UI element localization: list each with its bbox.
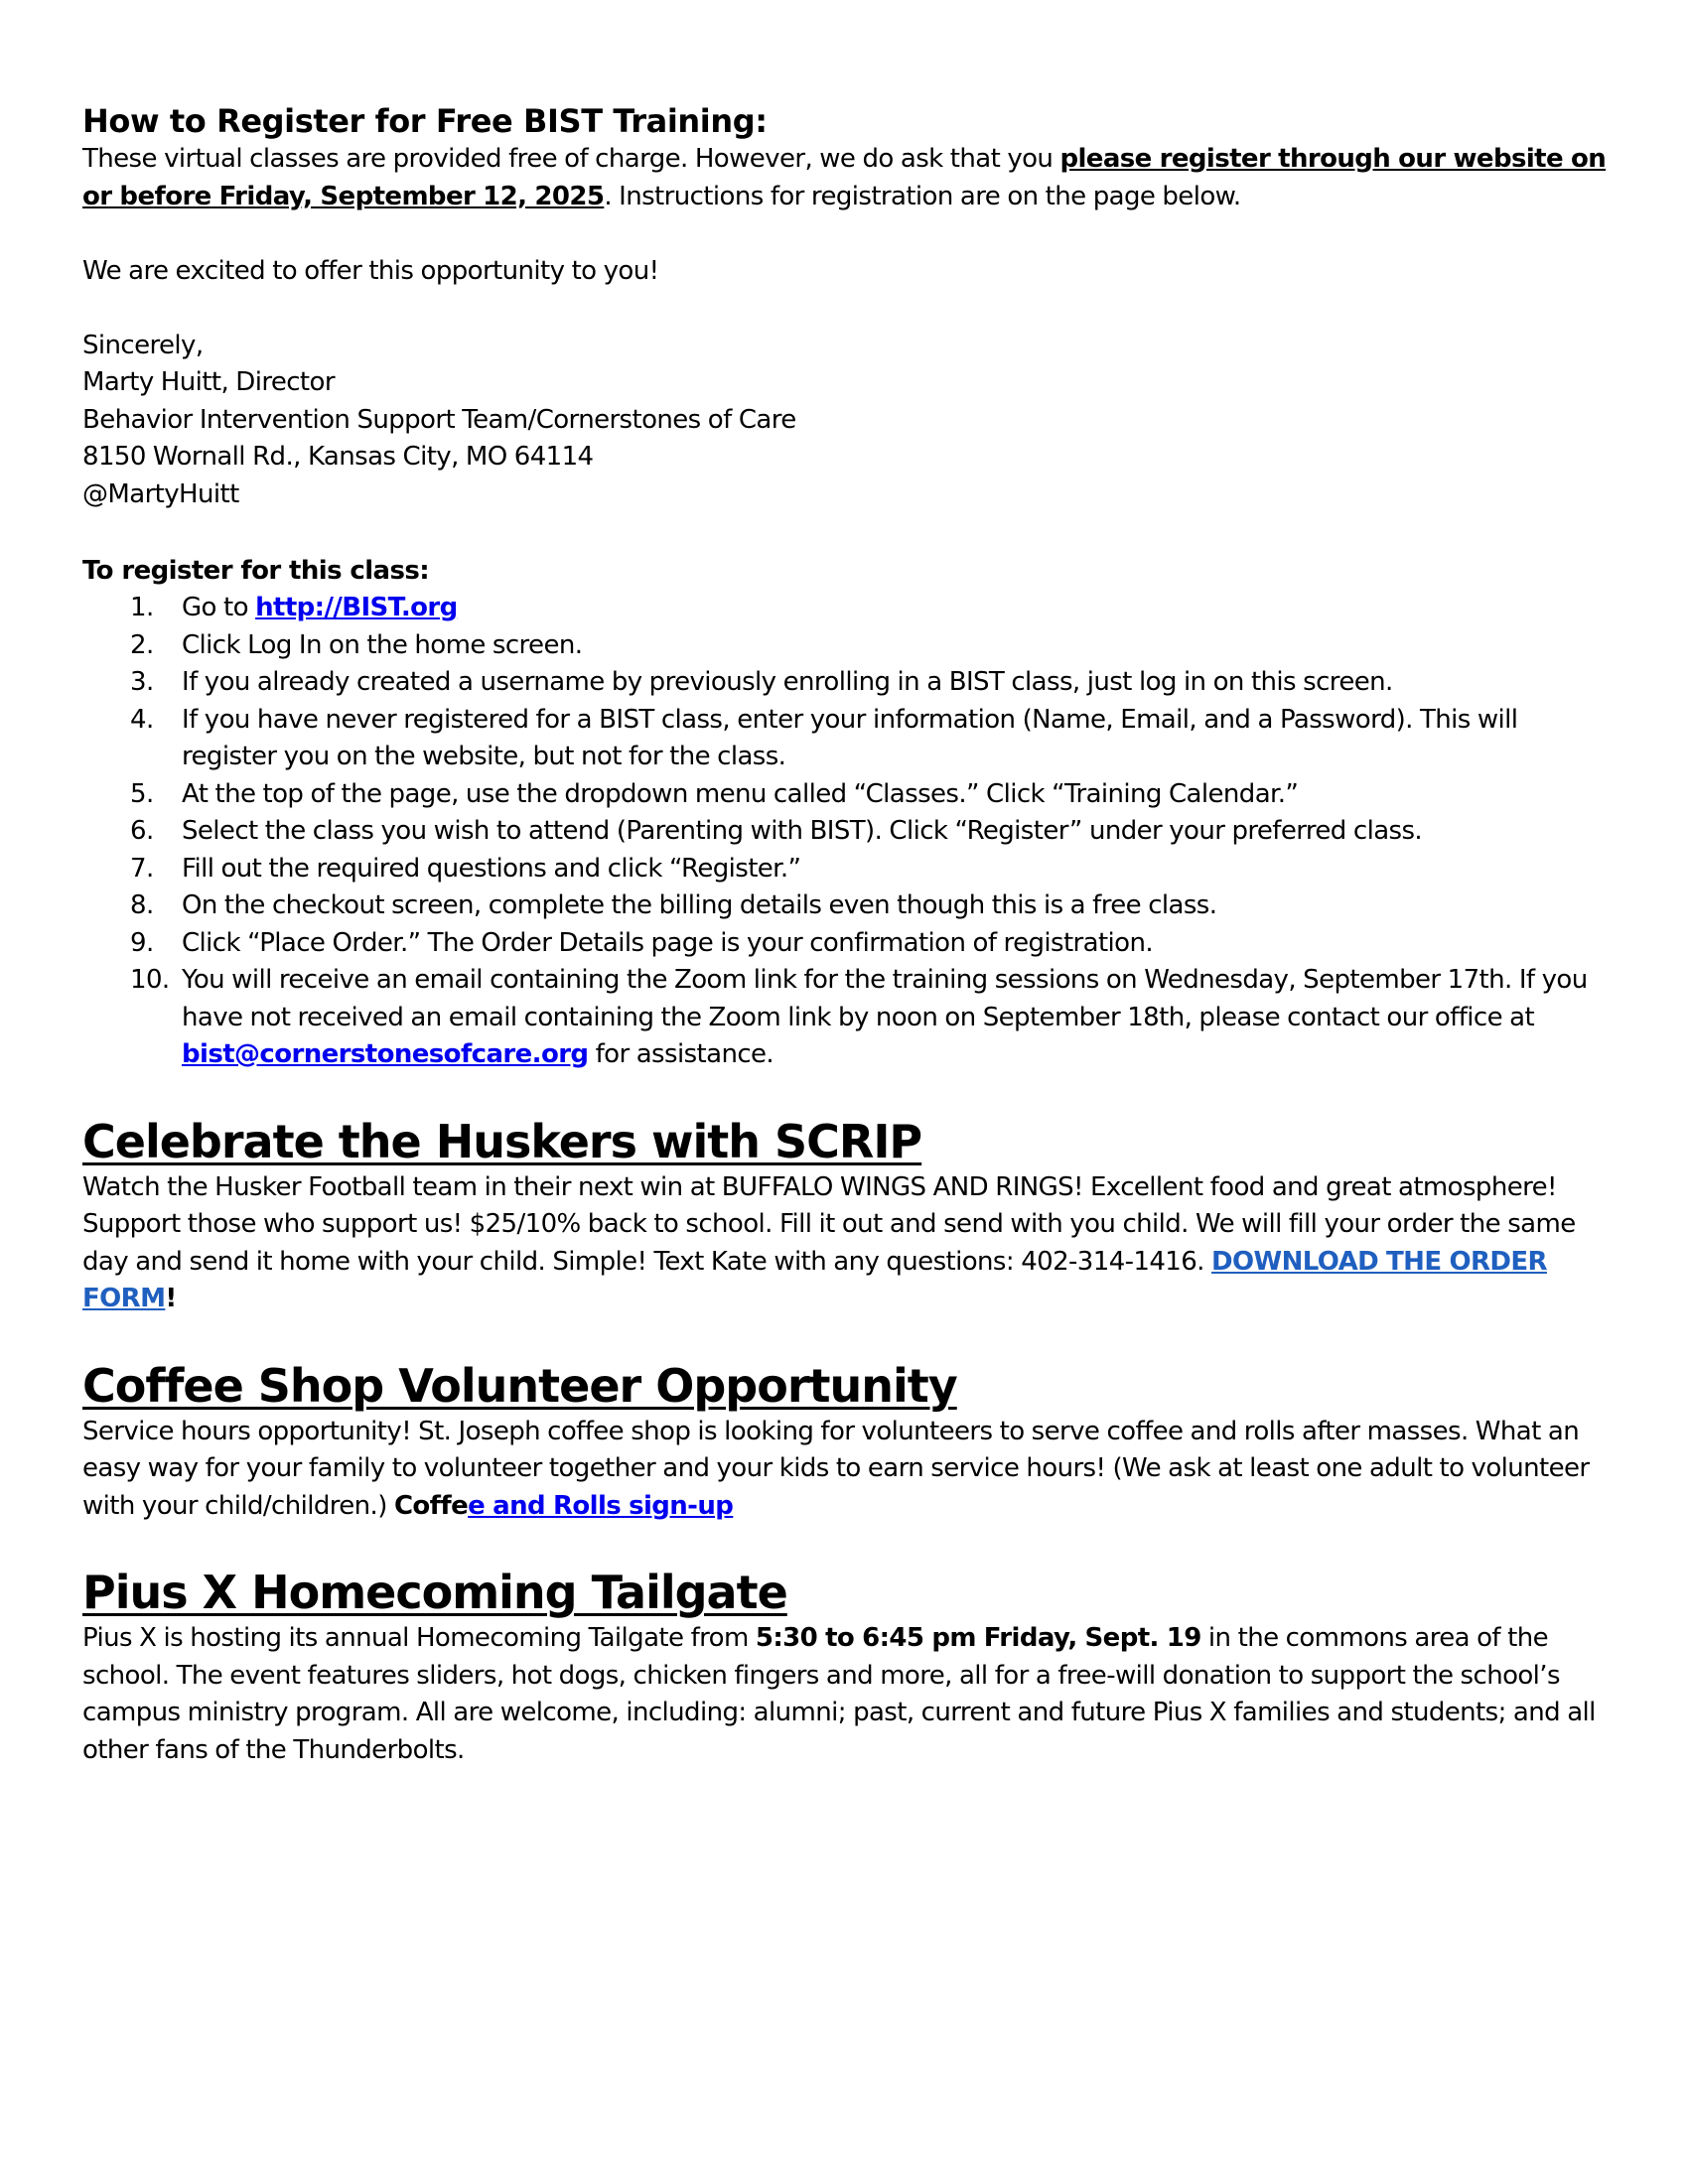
step-number: 9. — [130, 927, 154, 958]
step-link[interactable]: http://BIST.org — [255, 593, 458, 622]
bist-excited: We are excited to offer this opportunity to you! — [82, 255, 659, 286]
step-number: 3. — [130, 667, 154, 697]
registration-step — [82, 813, 1609, 851]
step-text-before: You will receive an email containing the Zoom link for the training sessions on Wednesday, September 17th. If you have not received an email containing the Zoom link by noon on September 18th, please contact our office at — [182, 965, 1588, 1032]
spacer — [82, 290, 1609, 328]
step-text-before: Click “Place Order.” The Order Details page is your confirmation of registration. — [182, 927, 1154, 958]
tailgate-body — [82, 1620, 1609, 1769]
step-link[interactable]: bist@cornerstonesofcare.org — [182, 1039, 589, 1069]
registration-step — [82, 962, 1609, 1074]
tailgate-body-bold: 5:30 to 6:45 pm Friday, Sept. 19 — [755, 1623, 1201, 1653]
download-order-form-link[interactable]: DOWNLOAD THE ORDER FORM — [82, 1246, 1547, 1313]
step-text-before: On the checkout screen, complete the billing details even though this is a free class. — [182, 890, 1217, 920]
step-text — [182, 590, 1609, 627]
spacer — [82, 513, 1609, 551]
bist-intro-before: These virtual classes are provided free of charge. However, we do ask that you — [82, 144, 1060, 174]
signature-name: Marty Huitt, Director — [82, 367, 335, 397]
step-text-before: Go to — [182, 593, 256, 622]
scrip-title: Celebrate the Huskers with SCRIP — [82, 1114, 922, 1168]
signature-address: 8150 Wornall Rd., Kansas City, MO 64114 — [82, 442, 594, 472]
step-number: 6. — [130, 816, 154, 846]
tailgate-section — [82, 1565, 1609, 1769]
registration-steps-list — [82, 590, 1609, 1074]
coffee-title: Coffee Shop Volunteer Opportunity — [82, 1358, 957, 1413]
step-text — [182, 702, 1609, 776]
step-number: 8. — [130, 890, 154, 920]
step-number: 7. — [130, 853, 154, 884]
registration-step — [82, 925, 1609, 963]
tailgate-body-after: in the commons area of the school. The event features sliders, hot dogs, chicken fingers and more, all for a free-will donation to support the school’s campus ministry program. All are welcome, including: alumni; past, current and future Pius X families and students; and all other fans of the Thunderbolts. — [82, 1623, 1596, 1765]
scrip-body-after: ! — [165, 1284, 177, 1313]
step-text — [182, 627, 1609, 665]
step-text-before: Click Log In on the home screen. — [182, 629, 583, 660]
step-number: 1. — [130, 593, 154, 622]
step-text — [182, 776, 1609, 814]
step-number: 4. — [130, 704, 154, 735]
step-text — [182, 664, 1609, 702]
spacer — [82, 215, 1609, 253]
step-number: 2. — [130, 629, 154, 660]
coffee-bold-prefix: Coffe — [393, 1490, 469, 1521]
bist-intro-emphasis: please register through our website on or before Friday, September 12, 2025 — [82, 144, 1607, 211]
scrip-body-text: Watch the Husker Football team in their next win at BUFFALO WINGS AND RINGS! Excellent food and great atmosphere! Support those who support us! $25/10% back to school. Fill it out and send with you child. We will fill your order the same day and send it home with your child. Simple! Text Kate with any questions: 402-314-1416. — [82, 1171, 1576, 1277]
registration-step — [82, 887, 1609, 925]
tailgate-title: Pius X Homecoming Tailgate — [82, 1566, 787, 1619]
step-text — [182, 813, 1609, 851]
signature-closing: Sincerely, — [82, 330, 204, 360]
registration-step — [82, 664, 1609, 702]
registration-step — [82, 627, 1609, 665]
step-text-after: for assistance. — [588, 1039, 774, 1069]
coffee-signup-link[interactable]: e and Rolls sign-up — [468, 1490, 734, 1521]
registration-step — [82, 776, 1609, 814]
step-text-before: Select the class you wish to attend (Parenting with BIST). Click “Register” under your preferred class. — [182, 816, 1423, 846]
step-text-before: If you already created a username by previously enrolling in a BIST class, just log in on this screen. — [182, 667, 1393, 697]
step-text — [182, 962, 1609, 1074]
bist-heading: How to Register for Free BIST Training: — [82, 102, 768, 140]
step-text — [182, 925, 1609, 963]
registration-step — [82, 702, 1609, 776]
coffee-body — [82, 1414, 1609, 1526]
step-text — [182, 887, 1609, 925]
signature-org: Behavior Intervention Support Team/Cornerstones of Care — [82, 404, 796, 435]
bist-intro — [82, 141, 1609, 215]
tailgate-body-before: Pius X is hosting its annual Homecoming Tailgate from — [82, 1623, 756, 1653]
step-text-before: Fill out the required questions and click “Register.” — [182, 853, 801, 884]
coffee-body-text: Service hours opportunity! St. Joseph coffee shop is looking for volunteers to serve coffee and rolls after masses. What an easy way for your family to volunteer together and your kids to earn service hours! (We ask at least one adult to volunteer with your child/children.) — [82, 1416, 1590, 1521]
coffee-section — [82, 1358, 1609, 1526]
scrip-body — [82, 1169, 1609, 1318]
signature-handle: @MartyHuitt — [82, 478, 239, 509]
bist-intro-after: . Instructions for registration are on the page below. — [604, 181, 1241, 211]
step-number: 5. — [130, 778, 154, 809]
register-heading: To register for this class: — [82, 555, 430, 586]
step-text-before: At the top of the page, use the dropdown menu called “Classes.” Click “Training Calendar.” — [182, 778, 1299, 809]
step-text-before: If you have never registered for a BIST class, enter your information (Name, Email, and a Password). This will register you on the website, but not for the class. — [182, 704, 1518, 771]
registration-step — [82, 590, 1609, 627]
registration-step — [82, 851, 1609, 888]
scrip-section — [82, 1114, 1609, 1318]
step-text — [182, 851, 1609, 888]
step-number: 10. — [130, 965, 170, 995]
